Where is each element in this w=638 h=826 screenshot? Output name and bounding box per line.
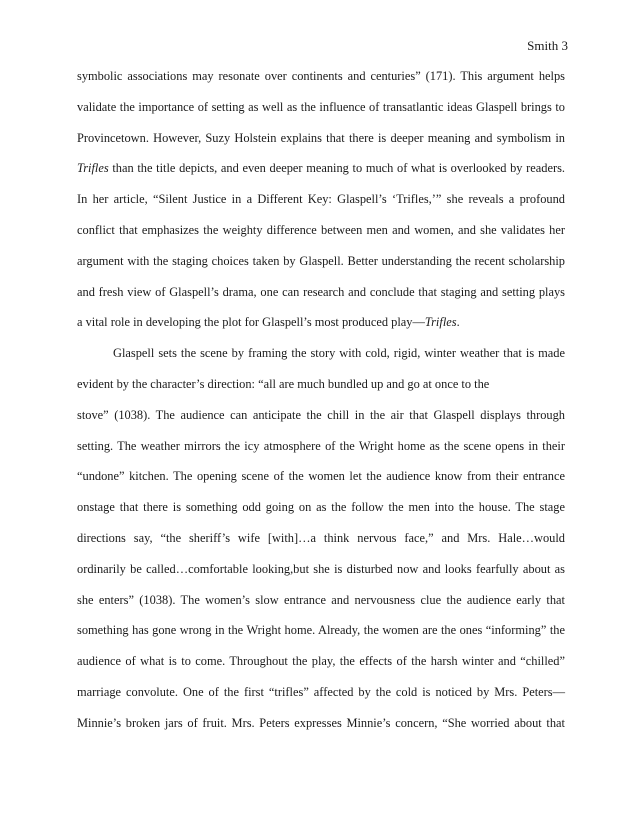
text-run: a vital role in developing the plot for Glaspell’s most produced play— (77, 315, 425, 330)
text-line: Minnie’s broken jars of fruit. Mrs. Peters expresses Minnie’s concern, “She worried about that (77, 715, 565, 730)
text-line: symbolic associations may resonate over continents and centuries” (171). This argument helps (77, 69, 565, 83)
paragraph-first-line: Glaspell sets the scene by framing the story with cold, rigid, winter weather that is made (113, 346, 565, 361)
essay-body (77, 68, 565, 746)
text-line: setting. The weather mirrors the icy atmosphere of the Wright home as the scene opens in their (77, 438, 565, 453)
text-line: Provincetown. However, Suzy Holstein explains that there is deeper meaning and symbolism in (77, 130, 565, 145)
text-line: validate the importance of setting as well as the influence of transatlantic ideas Glaspell brings to (77, 99, 565, 114)
text-line: and fresh view of Glaspell’s drama, one can research and conclude that staging and setting plays (77, 284, 565, 299)
italic-title: Trifles (424, 315, 457, 330)
text-run: than the title depicts, and even deeper meaning to much of what is overlooked by readers. (108, 161, 565, 176)
text-line: argument with the staging choices taken by Glaspell. Better understanding the recent scholarship (77, 253, 565, 268)
text-line: In her article, “Silent Justice in a Different Key: Glaspell’s ‘Trifles,’” she reveals a profound (77, 192, 565, 207)
italic-title: Trifles (77, 161, 109, 176)
text-line: stove” (1038). The audience can anticipate the chill in the air that Glaspell displays through (77, 407, 565, 422)
text-line: directions say, “the sheriff’s wife [with]…a think nervous face,” and Mrs. Hale…would (77, 530, 565, 545)
text-run: . (456, 315, 460, 330)
text-line: audience of what is to come. Throughout the play, the effects of the harsh winter and “chilled” (77, 654, 565, 669)
text-line (77, 314, 565, 345)
text-line: ordinarily be called…comfortable looking,but she is disturbed now and looks fearfully about as (77, 561, 565, 576)
running-head: Smith 3 (527, 38, 568, 53)
text-line: she enters” (1038). The women’s slow entrance and nervousness clue the audience early that (77, 592, 565, 607)
text-line: something has gone wrong in the Wright home. Already, the women are the ones “informing” the (77, 623, 565, 638)
text-line: onstage that there is something odd going on as the follow the men into the house. The stage (77, 500, 565, 515)
text-line: evident by the character’s direction: “all are much bundled up and go at once to the (77, 376, 490, 391)
text-line: “undone” kitchen. The opening scene of the women let the audience know from their entrance (77, 469, 565, 484)
text-line: conflict that emphasizes the weighty difference between men and women, and she validates her (77, 222, 565, 237)
text-line (77, 160, 565, 191)
text-line: marriage convolute. One of the first “trifles” affected by the cold is noticed by Mrs. Peters— (77, 684, 565, 699)
